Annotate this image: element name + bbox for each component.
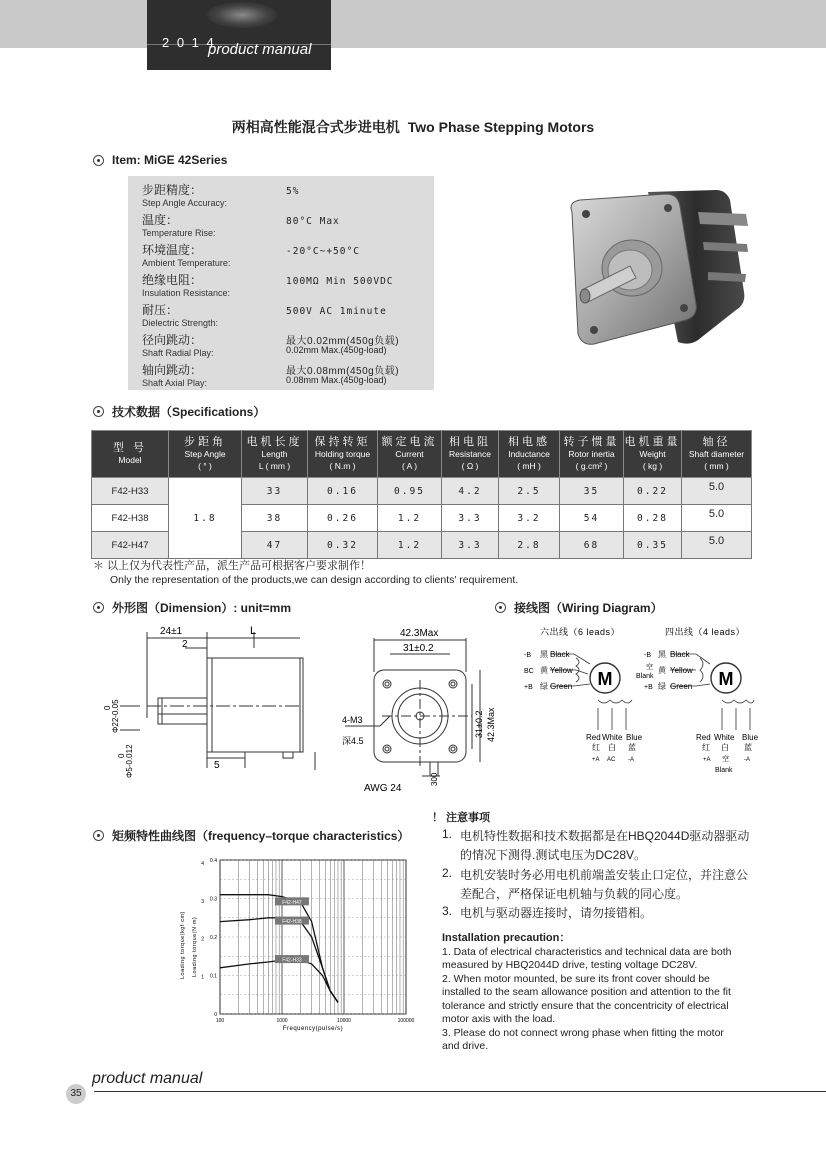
chart-series-label: F42-H33 [282, 957, 302, 964]
cell-weight: 0.35 [624, 532, 682, 559]
header-cell: 相电阻 Resistance ( Ω ) [442, 431, 499, 478]
wire-bottom-code: +A [703, 757, 711, 763]
wire-code: 空 [646, 664, 653, 671]
cell-resistance: 3.3 [442, 532, 499, 559]
wire-bottom-cn: 蓝 [628, 743, 636, 752]
dim-d5-0: 0 [117, 753, 126, 758]
header-cell: 转子惯量 Rotor inertia ( g.cm² ) [560, 431, 624, 478]
dim-24: 24±1 [160, 626, 183, 637]
spec-value: 最大0.08mm(450g负载) [286, 366, 400, 377]
installation-line: 1. Data of electrical characteristics and technical data are both [442, 946, 732, 958]
spec-label-cn: 轴向跳动： [142, 363, 203, 377]
precautions-title: ！ 注意事项 [432, 812, 491, 824]
chart-y-tick-left: 3 [201, 898, 204, 905]
cell-model: F42-H33 [92, 478, 169, 505]
wire-bottom-en: Red [586, 733, 601, 742]
header-cell: 保持转矩 Holding torque ( N.m ) [308, 431, 378, 478]
spec-row [128, 328, 434, 358]
spec-value: 500V AC 1minute [286, 306, 387, 317]
spec-label-cn: 耐压： [142, 303, 179, 317]
spec-label-en: Shaft Axial Play: [142, 378, 208, 388]
precaution-line: 差配合，严格保证电机轴与负载的同心度。 [460, 887, 689, 901]
cell-current: 1.2 [378, 532, 442, 559]
wire-cn: 黑 [540, 650, 548, 659]
wire-cn: 绿 [540, 682, 548, 691]
four-leads-title: 四出线（4 leads） [665, 627, 746, 637]
dim-300: 300 [430, 772, 439, 786]
wire-bottom-en: Blue [742, 733, 759, 742]
wire-bottom-cn: 红 [702, 743, 710, 752]
chart-x-tick: 100000 [397, 1018, 415, 1024]
wire-code: -B [644, 652, 651, 659]
wire-code: +B [524, 684, 533, 691]
spec-value: 最大0.02mm(450g负载) [286, 336, 400, 347]
cell-shaft: 5.0 [682, 505, 752, 532]
spec-row [128, 178, 434, 208]
wire-cn: 绿 [658, 682, 666, 691]
note-en: Only the representation of the products,we can design according to clients' requirement. [110, 574, 519, 586]
installation-line: motor axis with the load. [442, 1013, 556, 1025]
spec-value-sub: 0.02mm Max.(450g-load) [286, 345, 387, 355]
chart-y-label-right: Loading torque(N·m) [192, 916, 198, 977]
bullet-icon [93, 406, 104, 417]
cell-torque: 0.26 [308, 505, 378, 532]
spec-value: 100MΩ Min 500VDC [286, 276, 394, 287]
page-title [0, 117, 826, 137]
wire-blank: Blank [636, 673, 654, 680]
bullet-icon [93, 155, 104, 166]
wiring-diagram [510, 620, 826, 780]
chart-x-label: Frequency(pulse/s) [282, 1026, 344, 1032]
dim-w31: 31±0.2 [403, 643, 434, 654]
cell-model: F42-H38 [92, 505, 169, 532]
wire-bottom-en: White [602, 733, 623, 742]
six-leads-title: 六出线（6 leads） [540, 627, 621, 637]
dim-d5: Φ5-0.012 [125, 744, 134, 778]
spec-row [128, 238, 434, 268]
cell-resistance: 4.2 [442, 478, 499, 505]
dimension-drawing [100, 618, 500, 798]
chart-x-tick: 1000 [276, 1018, 288, 1024]
cell-resistance: 3.3 [442, 505, 499, 532]
motor-m-icon: M [718, 669, 734, 689]
spec-label-en: Ambient Temperature: [142, 258, 231, 268]
spec-value: -20°C~+50°C [286, 246, 360, 257]
wire-bottom-code: -A [744, 757, 750, 763]
spec-label-en: Dielectric Strength: [142, 318, 219, 328]
header-cell: 步距角 Step Angle ( ° ) [169, 431, 242, 478]
header-band [0, 0, 826, 48]
wire-cn: 黄 [658, 666, 666, 675]
chart-series-label: F42-H47 [282, 899, 302, 906]
dim-L: L [250, 625, 257, 637]
title-cn: 两相高性能混合式步进电机 [231, 119, 400, 135]
cell-shaft: 5.0 [682, 478, 752, 505]
chart-y-tick: 0.4 [210, 858, 217, 864]
cell-inductance: 2.8 [499, 532, 560, 559]
header-cell: 电机长度 Length L ( mm ) [242, 431, 308, 478]
chart-y-tick-left: 2 [201, 936, 204, 943]
spec-label-en: Insulation Resistance: [142, 288, 231, 298]
specifications-table [91, 430, 752, 559]
header-year: 2 0 1 4 [162, 35, 216, 50]
wire-code: -B [524, 652, 531, 659]
cell-current: 1.2 [378, 505, 442, 532]
cell-length: 47 [242, 532, 308, 559]
precaution-line: 电机与驱动器连接时，请勿接错相。 [460, 906, 653, 920]
precaution-num: 2. [442, 866, 453, 880]
wire-cn: 黄 [540, 666, 548, 675]
cell-inertia: 68 [560, 532, 624, 559]
wire-bottom-code: -A [628, 757, 634, 763]
cell-inductance: 2.5 [499, 478, 560, 505]
spec-label-en: Shaft Radial Play: [142, 348, 214, 358]
chart-x-tick: 100 [215, 1018, 225, 1024]
precaution-line: 电机特性数据和技术数据都是在HBQ2044D驱动器驱动 [460, 829, 750, 843]
header-cell: 相电感 Inductance ( mH ) [499, 431, 560, 478]
wire-bottom-blank: Blank [715, 767, 733, 774]
cell-shaft: 5.0 [682, 532, 752, 559]
dim-h31: 31±0.2 [474, 710, 484, 738]
spec-label-cn: 环境温度： [142, 243, 203, 257]
wire-bottom-en: Blue [626, 733, 643, 742]
cell-torque: 0.32 [308, 532, 378, 559]
dim-2: 2 [182, 639, 188, 650]
wire-code: BC [524, 668, 534, 675]
cell-length: 38 [242, 505, 308, 532]
spec-label-cn: 绝缘电阻： [142, 273, 203, 287]
dim-d22: Φ22-0.05 [111, 699, 120, 733]
title-en: Two Phase Stepping Motors [407, 119, 595, 135]
chart-y-tick-left: 4 [201, 861, 204, 868]
spec-value: 5% [286, 186, 300, 197]
spec-label-en: Step Angle Accuracy: [142, 198, 228, 208]
installation-line: and drive. [442, 1040, 489, 1052]
page-number: 35 [66, 1084, 86, 1104]
dim-awg: AWG 24 [364, 783, 402, 794]
wire-code: +B [644, 684, 653, 691]
spec-label-cn: 径向跳动： [142, 333, 203, 347]
cell-current: 0.95 [378, 478, 442, 505]
cell-inertia: 54 [560, 505, 624, 532]
spec-label-cn: 步距精度： [142, 183, 203, 197]
wire-bottom-en: White [714, 733, 735, 742]
wire-bottom-cn: 白 [608, 743, 616, 752]
wiring-title: 接线图（Wiring Diagram） [514, 601, 663, 615]
header-cell: 轴径 Shaft diameter ( mm ) [682, 431, 752, 478]
item-spec-box [128, 176, 434, 390]
spec-label-en: Temperature Rise: [142, 228, 216, 238]
cell-step-angle: 1.8 [169, 478, 242, 559]
cell-inductance: 3.2 [499, 505, 560, 532]
header-product-manual: product manual [208, 41, 312, 58]
precaution-line: 电机安装时务必用电机前端盖安装止口定位，并注意公 [460, 868, 749, 882]
spec-value-sub: 0.08mm Max.(450g-load) [286, 375, 387, 385]
cell-model: F42-H47 [92, 532, 169, 559]
installation-line: measured by HBQ2044D drive, testing voltage DC28V. [442, 959, 698, 971]
footer-product-manual: product manual [92, 1070, 203, 1087]
cell-torque: 0.16 [308, 478, 378, 505]
installation-line: 3. Please do not connect wrong phase when fitting the motor [442, 1027, 724, 1039]
wire-bottom-cn: 蓝 [744, 743, 752, 752]
chart-y-tick-left: 1 [201, 974, 204, 981]
chart-y-tick: 0.3 [210, 896, 217, 903]
header-cell: 额定电流 Current ( A ) [378, 431, 442, 478]
chart-y-tick: 0 [214, 1012, 217, 1018]
chart-title: 矩频特性曲线图（frequency–torque characteristics） [112, 829, 410, 843]
table-row [92, 478, 752, 505]
precaution-num: 1. [442, 827, 453, 841]
wire-bottom-code: AC [607, 757, 616, 763]
spec-value: 80°C Max [286, 216, 340, 227]
wire-en: Yellow [670, 666, 693, 675]
cell-length: 33 [242, 478, 308, 505]
cell-weight: 0.28 [624, 505, 682, 532]
header-cell: 电机重量 Weight ( kg ) [624, 431, 682, 478]
dim-m3: 4-M3 [342, 715, 363, 725]
installation-line: tolerance and strictly ensure that the concentricity of electrical [442, 1000, 729, 1012]
wire-bottom-en: Red [696, 733, 711, 742]
spec-label-cn: 温度： [142, 213, 179, 227]
precaution-num: 3. [442, 904, 453, 918]
bullet-icon [495, 602, 506, 613]
dim-deep: 深4.5 [342, 736, 364, 746]
chart-y-label-left: Loading torque(kgf·cm) [180, 911, 186, 979]
chart-y-tick: 0.2 [210, 935, 217, 941]
wire-en: Yellow [550, 666, 573, 675]
installation-title: Installation precaution： [442, 932, 571, 944]
precaution-line: 的情况下测得.测试电压为DC28V。 [460, 848, 647, 862]
bullet-icon [93, 830, 104, 841]
bullet-icon [93, 602, 104, 613]
wire-bottom-cn: 红 [592, 743, 600, 752]
motor-m-icon: M [597, 669, 613, 689]
chart-series-label: F42-H38 [282, 919, 302, 926]
dim-5: 5 [214, 760, 220, 771]
installation-line: installed to the seam allowance position and attention to the fit [442, 986, 731, 998]
table-header-row [92, 431, 752, 478]
chart-x-tick: 10000 [337, 1018, 351, 1024]
dim-d22-0: 0 [103, 705, 112, 710]
wire-en: Black [670, 650, 690, 659]
specifications-title: 技术数据（Specifications） [112, 405, 266, 419]
cell-weight: 0.22 [624, 478, 682, 505]
spec-row [128, 298, 434, 328]
dimension-title: 外形图（Dimension）: unit=mm [112, 601, 292, 615]
spec-row [128, 268, 434, 298]
wire-en: Green [670, 682, 693, 691]
footer-rule [94, 1091, 826, 1092]
dim-h42: 42.3Max [486, 707, 496, 742]
note-cn: ＊ 以上仅为代表性产品，派生产品可根据客户要求制作！ [93, 560, 372, 572]
installation-line: 2. When motor mounted, be sure its front cover should be [442, 973, 710, 985]
chart-y-tick: 0.1 [210, 973, 217, 980]
spec-row [128, 208, 434, 238]
wire-cn: 黑 [658, 650, 666, 659]
wire-en: Green [550, 682, 573, 691]
spec-row [128, 358, 434, 388]
motor-photo [548, 182, 758, 352]
wire-en: Black [550, 650, 570, 659]
item-title: Item: MiGE 42Series [112, 153, 228, 167]
frequency-torque-chart [170, 850, 430, 1040]
wire-bottom-cn: 白 [721, 743, 729, 752]
cell-inertia: 35 [560, 478, 624, 505]
wire-bottom-code: +A [592, 757, 600, 763]
wire-bottom-code: 空 [722, 756, 729, 763]
header-cell: 型 号 Model [92, 431, 169, 478]
dim-w42: 42.3Max [400, 628, 439, 639]
